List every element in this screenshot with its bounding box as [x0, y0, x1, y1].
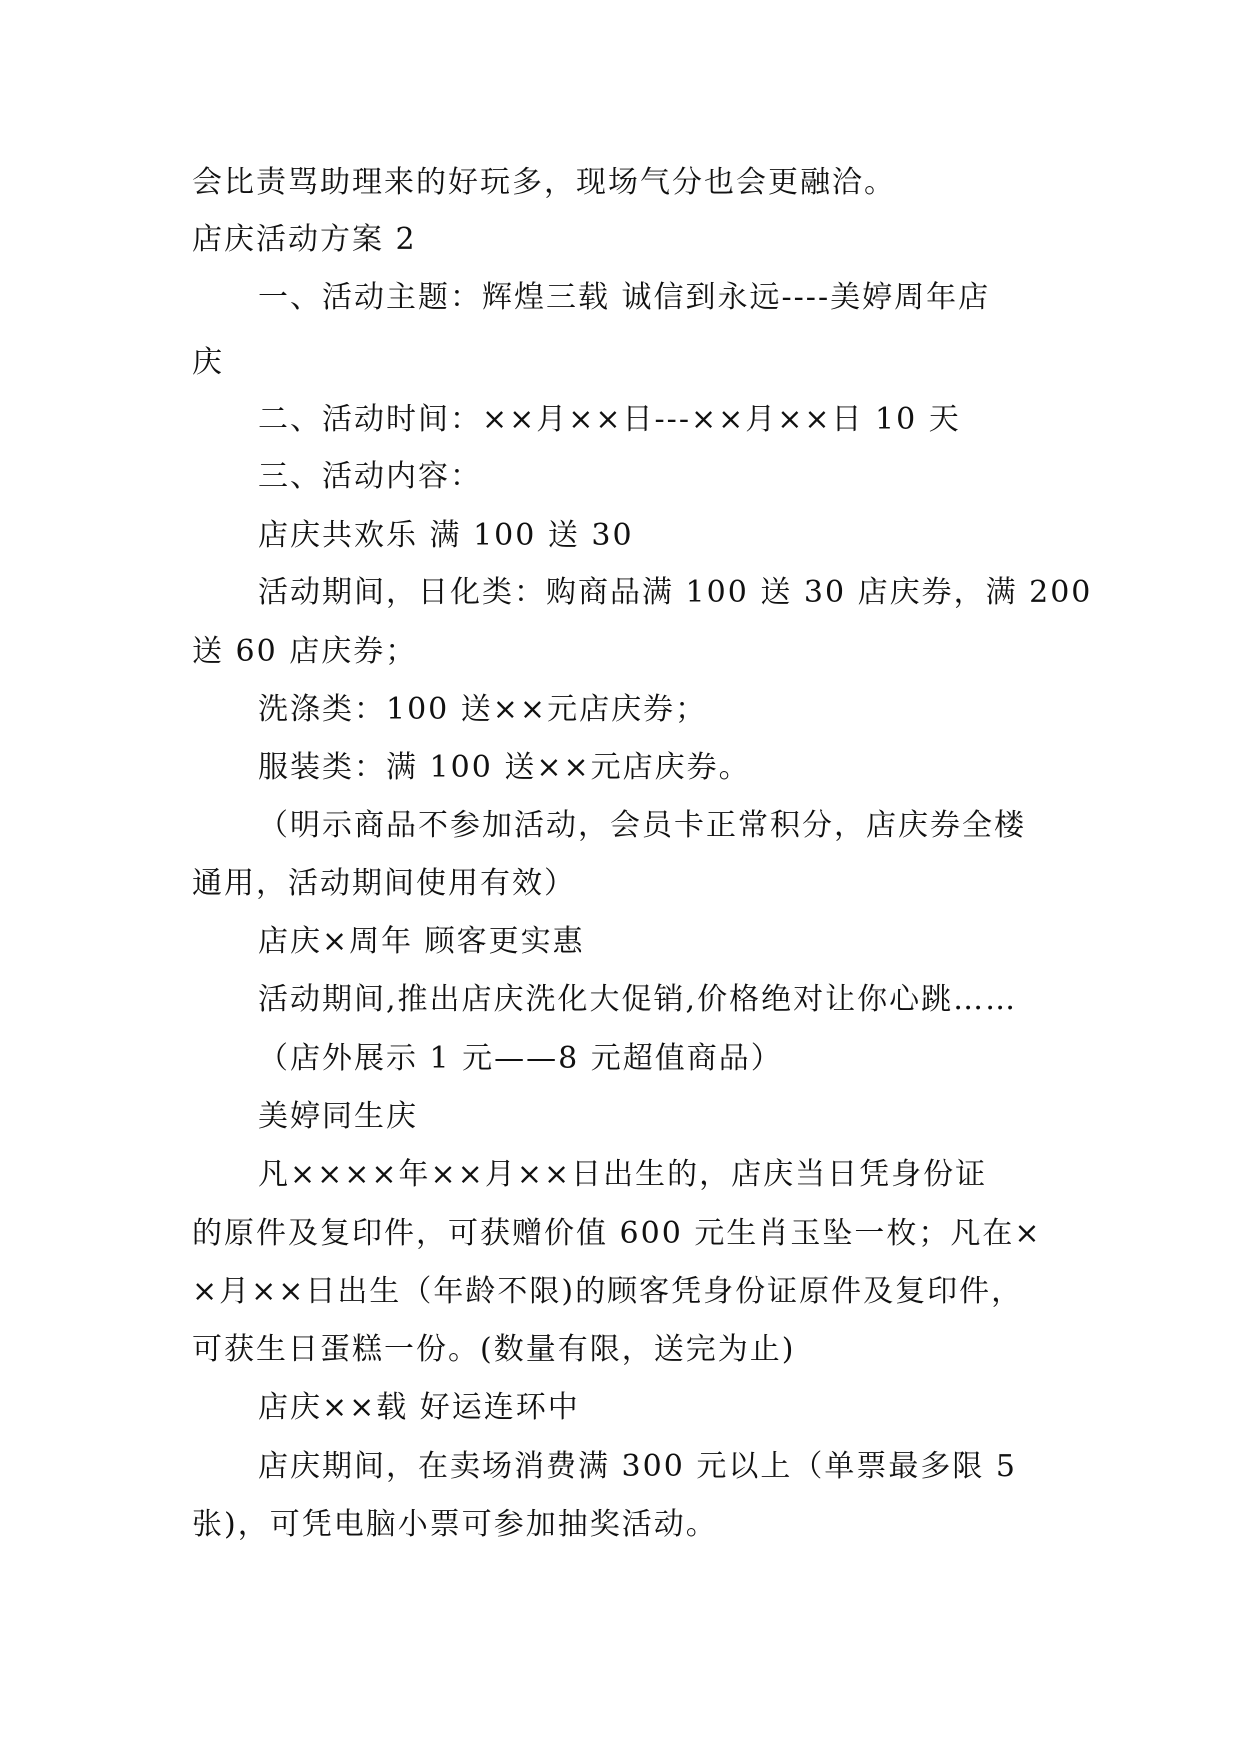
text-line: 会比责骂助理来的好玩多，现场气分也会更融洽。 [192, 165, 896, 200]
text-line: 三、活动内容： [258, 459, 482, 494]
text-line: 洗涤类：100 送××元店庆券； [258, 692, 708, 727]
text-line: 店庆共欢乐 满 100 送 30 [258, 518, 634, 553]
text-line: ×月××日出生（年龄不限)的顾客凭身份证原件及复印件， [192, 1274, 1024, 1309]
text-line: 店庆×周年 顾客更实惠 [258, 924, 585, 959]
text-line: 庆 [192, 345, 224, 380]
text-line: 张)，可凭电脑小票可参加抽奖活动。 [192, 1507, 718, 1542]
section-heading: 店庆活动方案 2 [192, 222, 417, 257]
text-line: 服装类：满 100 送××元店庆券。 [258, 750, 751, 785]
text-line: 通用，活动期间使用有效） [192, 866, 576, 901]
text-line: （店外展示 1 元——8 元超值商品） [258, 1041, 783, 1076]
text-line: 送 60 店庆券； [192, 634, 418, 669]
text-line: 店庆期间，在卖场消费满 300 元以上（单票最多限 5 [258, 1449, 1017, 1484]
text-line: 二、活动时间：××月××日---××月××日 10 天 [258, 402, 961, 437]
text-line: 凡××××年××月××日出生的，店庆当日凭身份证 [258, 1157, 988, 1192]
text-line: 店庆××载 好运连环中 [258, 1390, 580, 1425]
text-line: 可获生日蛋糕一份。(数量有限，送完为止) [192, 1332, 796, 1367]
text-line: 一、活动主题：辉煌三载 诚信到永远----美婷周年店 [258, 280, 991, 315]
text-line: 美婷同生庆 [258, 1099, 418, 1134]
text-line: 活动期间,推出店庆洗化大促销,价格绝对让你心跳…… [258, 982, 1018, 1017]
text-line: （明示商品不参加活动，会员卡正常积分，店庆券全楼 [258, 808, 1026, 843]
text-line: 的原件及复印件，可获赠价值 600 元生肖玉坠一枚；凡在× [192, 1216, 1042, 1251]
text-line: 活动期间，日化类：购商品满 100 送 30 店庆券，满 200 [258, 575, 1093, 610]
